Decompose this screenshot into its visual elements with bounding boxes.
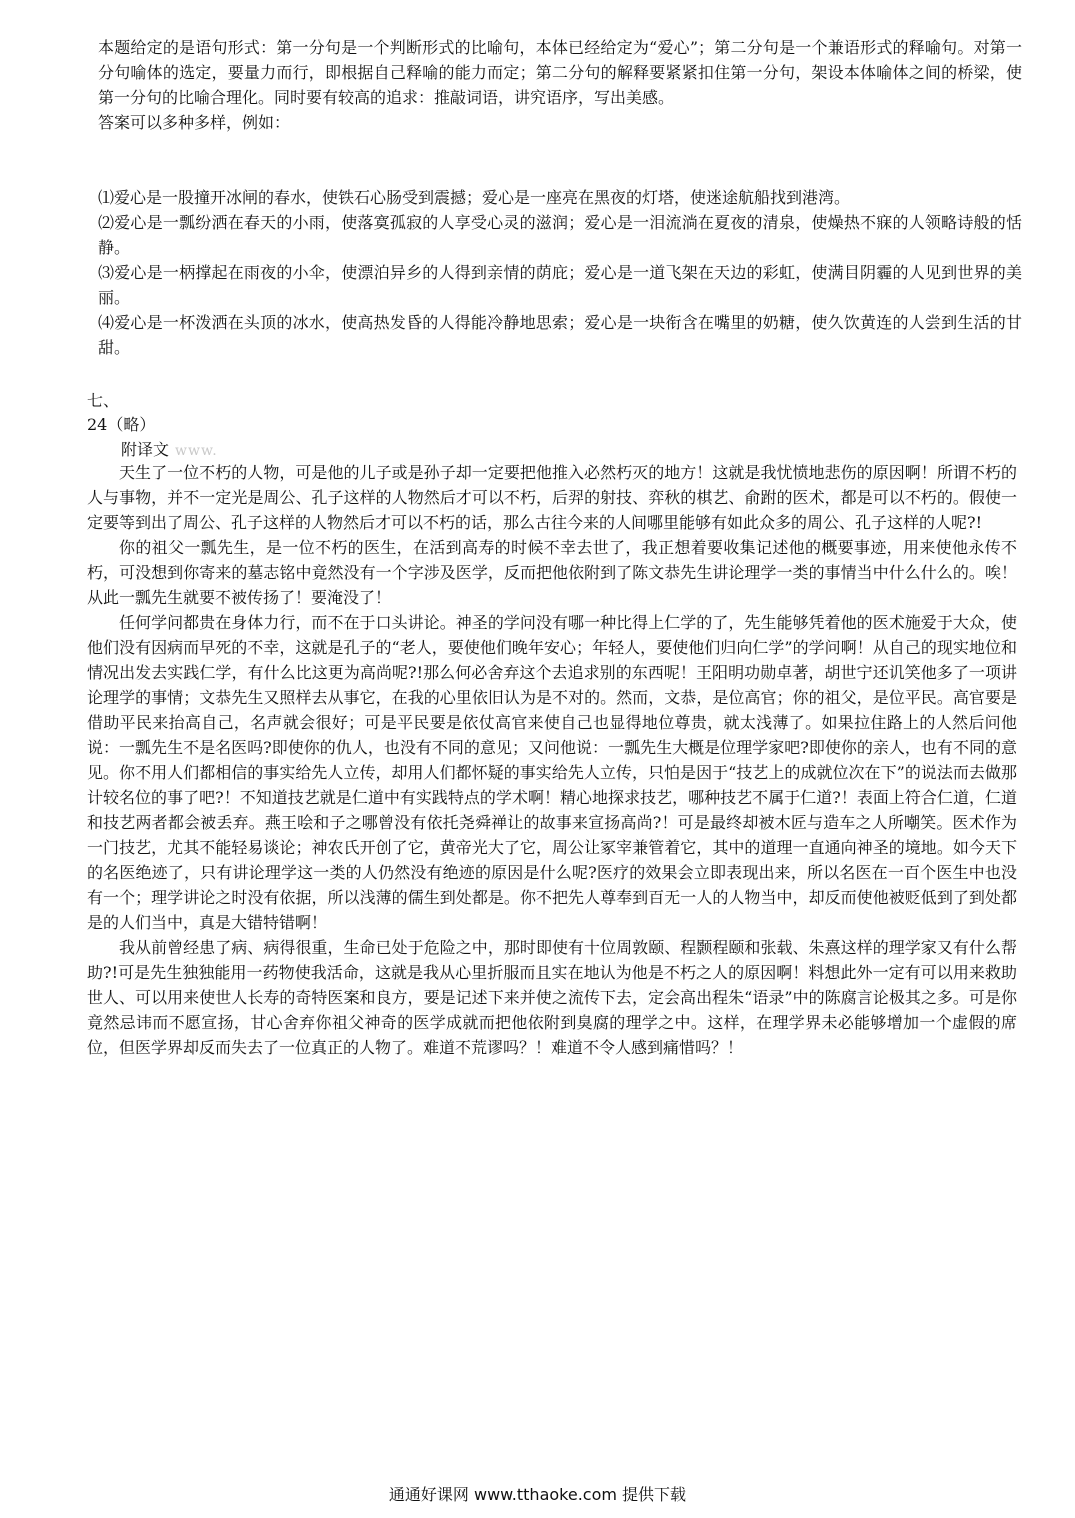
translation-paragraph-1: 天生了一位不朽的人物，可是他的儿子或是孙子却一定要把他推入必然朽灭的地方！这就是我忧愤地悲伤的原因啊！所谓不朽的人与事物，并不一定光是周公、孔子这样的人物然后才可以不朽，后羿的射技、弈秋的棋艺、俞跗的医术，都是可以不朽的。假使一定要等到出了周公、孔子这样的人物然后才可以不朽的话，那么古往今来的人间哪里能够有如此众多的周公、孔子这样的人呢?! bbox=[87, 463, 1017, 532]
answer-item-1: ⑴爱心是一股撞开冰闸的春水，使铁石心肠受到震撼；爱心是一座亮在黑夜的灯塔，使迷途航船找到港湾。 bbox=[98, 188, 851, 207]
answer-item-3: ⑶爱心是一柄撑起在雨夜的小伞，使漂泊异乡的人得到亲情的荫庇；爱心是一道飞架在天边的彩虹，使满目阴霾的人见到世界的美丽。 bbox=[98, 263, 1022, 307]
translation-body bbox=[87, 460, 1017, 1060]
translation-title: 附译文 bbox=[121, 440, 170, 459]
answer-item-4: ⑷爱心是一杯泼洒在头顶的冰水，使高热发昏的人得能冷静地思索；爱心是一块衔含在嘴里的奶糖，使久饮黄连的人尝到生活的甘甜。 bbox=[98, 313, 1022, 357]
intro-paragraph: 本题给定的是语句形式：第一分句是一个判断形式的比喻句，本体已经给定为“爱心”；第二分句是一个兼语形式的释喻句。对第一分句喻体的选定，要量力而行，即根据自己释喻的能力而定；第二分句的解释要紧紧扣住第一分句，架设本体喻体之间的桥梁，使第一分句的比喻合理化。同时要有较高的追求：推敲词语，讲究语序，写出美感。 bbox=[98, 38, 1022, 107]
answer-item-2: ⑵爱心是一瓢纷洒在春天的小雨，使落寞孤寂的人享受心灵的滋润；爱心是一泪流淌在夏夜的清泉，使燥热不寐的人领略诗般的恬静。 bbox=[98, 213, 1022, 257]
translation-paragraph-4: 我从前曾经患了病、病得很重，生命已处于危险之中，那时即使有十位周敦颐、程颢程颐和张载、朱熹这样的理学家又有什么帮助?!可是先生独独能用一药物使我活命，这就是我从心里折服而且实在地认为他是不朽之人的原因啊！料想此外一定有可以用来救助世人、可以用来使世人长寿的奇特医案和良方，要是记述下来并使之流传下去，定会高出程朱“语录”中的陈腐言论极其之多。可是你竟然忌讳而不愿宣扬，甘心舍弃你祖父神奇的医学成就而把他依附到臭腐的理学之中。这样，在理学界未必能够增加一个虚假的席位，但医学界却反而失去了一位真正的人物了。难道不荒谬吗？！难道不令人感到痛惜吗？！ bbox=[87, 938, 1017, 1057]
answers-lead: 答案可以多种多样，例如： bbox=[98, 113, 291, 132]
question-item-label: 24（略） bbox=[87, 415, 156, 434]
translation-paragraph-2: 你的祖父一瓢先生，是一位不朽的医生，在活到高寿的时候不幸去世了，我正想着要收集记述他的概要事迹，用来使他永传不朽，可没想到你寄来的墓志铭中竟然没有一个字涉及医学，反而把他依附到了陈文恭先生讲论理学一类的事情当中什么什么的。唉！从此一瓢先生就要不被传扬了！要淹没了！ bbox=[87, 538, 1017, 607]
watermark-text: www. bbox=[175, 443, 218, 459]
intro-section bbox=[98, 35, 1022, 135]
translation-paragraph-3: 任何学问都贵在身体力行，而不在于口头讲论。神圣的学问没有哪一种比得上仁学的了，先生能够凭着他的医术施爱于大众，使他们没有因病而早死的不幸，这就是孔子的“老人，要使他们晚年安心；年轻人，要使他们归向仁学”的学问啊！从自己的现实地位和情况出发去实践仁学，有什么比这更为高尚呢?!那么何必舍弃这个去追求别的东西呢！王阳明功勋卓著，胡世宁还讥笑他多了一项讲论理学的事情；文恭先生又照样去从事它，在我的心里依旧认为是不对的。然而，文恭，是位高官；你的祖父，是位平民。高官要是借助平民来抬高自己，名声就会很好；可是平民要是依仗高官来使自己也显得地位尊贵，就太浅薄了。如果拉住路上的人然后问他说：一瓢先生不是名医吗?即使你的仇人，也没有不同的意见；又问他说：一瓢先生大概是位理学家吧?即使你的亲人，也有不同的意见。你不用人们都相信的事实给先人立传，却用人们都怀疑的事实给先人立传，只怕是因于“技艺上的成就位次在下”的说法而去做那计较名位的事了吧?！不知道技艺就是仁道中有实践特点的学术啊！精心地探求技艺，哪种技艺不属于仁道?！表面上符合仁道，仁道和技艺两者都会被丢弃。燕王哙和子之哪曾没有依托尧舜禅让的故事来宣扬高尚?！可是最终却被木匠与造车之人所嘲笑。医术作为一门技艺，尤其不能轻易谈论；神农氏开创了它，黄帝光大了它，周公让冢宰兼管着它，其中的道理一直通向神圣的境地。如今天下的名医绝迹了，只有讲论理学这一类的人仍然没有绝迹的原因是什么呢?医疗的效果会立即表现出来，所以名医在一百个医生中也没有一个；理学讲论之时没有依据，所以浅薄的儒生到处都是。你不把先人尊奉到百无一人的人物当中，却反而使他被贬低到了到处都是的人们当中，真是大错特错啊！ bbox=[87, 613, 1017, 932]
page-footer: 通通好课网 www.tthaoke.com 提供下载 bbox=[388, 1485, 687, 1504]
section-heading: 七、 bbox=[87, 391, 120, 410]
answer-list bbox=[98, 185, 1022, 360]
